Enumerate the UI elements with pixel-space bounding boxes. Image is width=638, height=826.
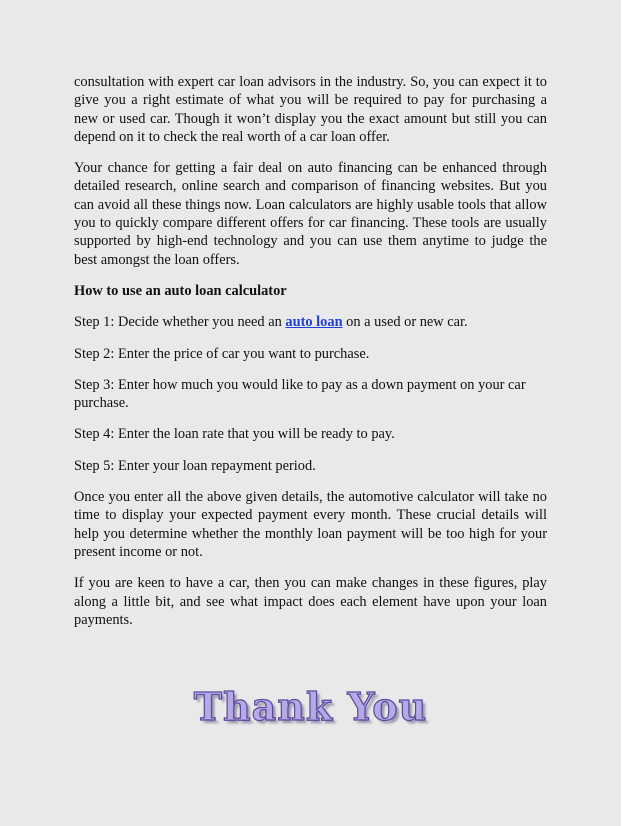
step-1-text-after: on a used or new car. xyxy=(342,314,468,331)
step-4: Step 4: Enter the loan rate that you will be ready to pay. xyxy=(74,426,395,443)
step-2: Step 2: Enter the price of car you want to purchase. xyxy=(74,345,370,362)
step-1 xyxy=(74,313,547,331)
section-heading: How to use an auto loan calculator xyxy=(74,282,287,299)
paragraph-fair-deal: Your chance for getting a fair deal on auto financing can be enhanced through detailed research, online search and comparison of financing websites. But you can avoid all these things now. Loan calculators are highly usable tools that allow you to quickly compare different offers for car financing. These tools are usually supported by high-end technology and you can use them anytime to judge the best amongst the loan offers. xyxy=(74,160,547,268)
step-1-text-before: Step 1: Decide whether you need an xyxy=(74,314,286,331)
paragraph-calculator-result: Once you enter all the above given details, the automotive calculator will take no time to display your expected payment every month. These crucial details will help you determine whether the monthly loan payment will be too high for your present income or not. xyxy=(74,489,547,560)
paragraph-closing: If you are keen to have a car, then you can make changes in these figures, play along a little bit, and see what impact does each element have upon your loan payments. xyxy=(74,575,547,628)
thank-you-wordart: Thank You xyxy=(193,684,428,729)
step-5: Step 5: Enter your loan repayment period. xyxy=(74,457,316,474)
paragraph-intro: consultation with expert car loan advisors in the industry. So, you can expect it to give you a right estimate of what you will be required to pay for purchasing a new or used car. Though it won’t display you the exact amount but still you can depend on it to check the real worth of a car loan offer. xyxy=(74,74,547,145)
step-3: Step 3: Enter how much you would like to pay as a down payment on your car purchase. xyxy=(74,376,526,412)
document-body xyxy=(74,73,547,642)
auto-loan-link[interactable]: auto loan xyxy=(285,314,343,331)
